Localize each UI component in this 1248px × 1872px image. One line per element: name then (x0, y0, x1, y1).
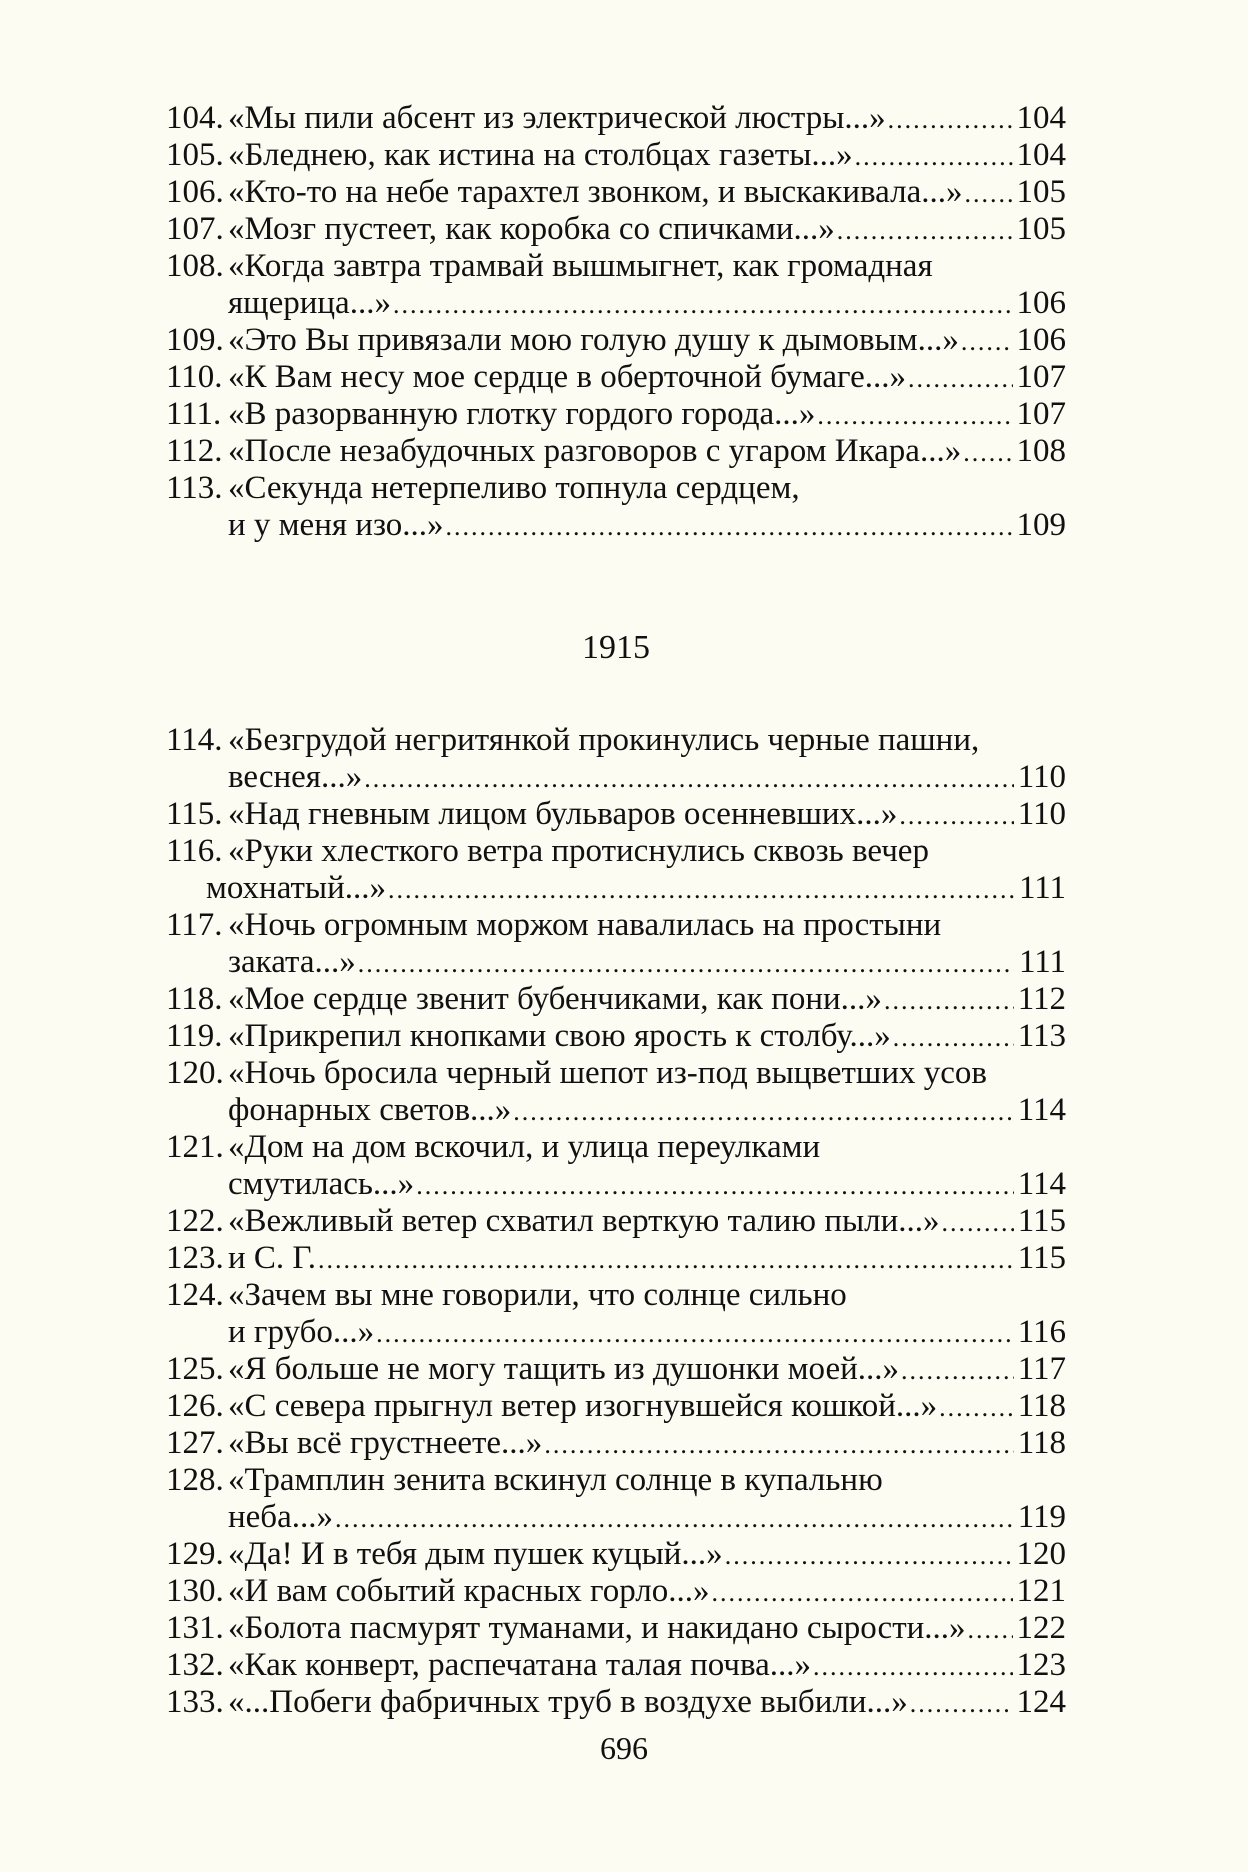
toc-entry (166, 100, 1066, 137)
entry-title: заката...» (228, 944, 356, 980)
dot-leader (837, 212, 1013, 249)
toc-entry-line (166, 1351, 1066, 1388)
entry-number: 119. (166, 1018, 223, 1054)
entry-page-number: 107 (1016, 359, 1066, 395)
toc-entry (166, 1277, 1066, 1351)
toc-entry (166, 1018, 1066, 1055)
toc-entry-line (166, 722, 1066, 759)
toc-entry (166, 174, 1066, 211)
entry-page-number: 108 (1016, 433, 1066, 469)
entry-number: 126. (166, 1388, 224, 1424)
entry-number: 129. (166, 1536, 224, 1572)
toc-entry-line (166, 470, 1066, 507)
entry-title: «Мозг пустеет, как коробка со спичками...» (228, 211, 835, 247)
entry-title: «Я больше не могу тащить из душонки моей...» (228, 1351, 900, 1387)
toc-entry (166, 833, 1066, 907)
entry-title: «Как конверт, распечатана талая почва...» (228, 1647, 812, 1683)
entry-title: «Кто-то на небе тарахтел звонком, и выскакивала...» (228, 174, 963, 210)
entry-page-number: 106 (1016, 322, 1066, 358)
toc-entry-line (166, 1647, 1066, 1684)
toc-entry-line (166, 507, 1066, 544)
entry-title: «Дом на дом вскочил, и улица переулками (228, 1129, 821, 1165)
entry-page-number: 115 (1017, 1203, 1066, 1239)
toc-section-1915 (166, 722, 1066, 1721)
entry-number: 132. (166, 1647, 224, 1683)
dot-leader (318, 1241, 1014, 1278)
toc-entry (166, 1240, 1066, 1277)
entry-number: 111. (166, 396, 222, 432)
toc-entry (166, 981, 1066, 1018)
entry-page-number: 124 (1016, 1684, 1066, 1720)
entry-number: 125. (166, 1351, 224, 1387)
entry-number: 127. (166, 1425, 224, 1461)
entry-page-number: 110 (1017, 759, 1066, 795)
entry-number: 104. (166, 100, 224, 136)
entry-title: и грубо...» (228, 1314, 375, 1350)
entry-page-number: 118 (1017, 1425, 1066, 1461)
toc-entry (166, 1129, 1066, 1203)
toc-entry-line (166, 907, 1066, 944)
toc-entry (166, 248, 1066, 322)
entry-number: 122. (166, 1203, 224, 1239)
toc-entry-line (166, 870, 1066, 907)
toc-entry-line (166, 396, 1066, 433)
entry-title: мохнатый...» (206, 870, 387, 906)
toc-entry-line (166, 1388, 1066, 1425)
toc-entry-line (166, 1055, 1066, 1092)
dot-leader (942, 1204, 1014, 1241)
dot-leader (335, 1500, 1014, 1537)
entry-page-number: 104 (1016, 100, 1066, 136)
entry-number: 109. (166, 322, 224, 358)
toc-entry (166, 1351, 1066, 1388)
toc-entry (166, 396, 1066, 433)
entry-page-number: 115 (1017, 1240, 1066, 1276)
entry-page-number: 121 (1016, 1573, 1066, 1609)
entry-number: 124. (166, 1277, 224, 1313)
dot-leader (446, 508, 1013, 545)
entry-page-number: 104 (1016, 137, 1066, 173)
toc-entry (166, 1055, 1066, 1129)
toc-entry (166, 1462, 1066, 1536)
entry-page-number: 123 (1016, 1647, 1066, 1683)
entry-number: 117. (166, 907, 223, 943)
toc-entry-line (166, 137, 1066, 174)
entry-page-number: 105 (1016, 174, 1066, 210)
entry-title: «Мы пили абсент из электрической люстры...» (228, 100, 886, 136)
toc-entry (166, 1647, 1066, 1684)
entry-title: «Трамплин зенита вскинул солнце в купальню (228, 1462, 883, 1498)
year-heading: 1915 (582, 629, 650, 666)
entry-title: «Зачем вы мне говорили, что солнце сильно (228, 1277, 847, 1313)
dot-leader (893, 1019, 1014, 1056)
entry-page-number: 110 (1017, 796, 1066, 832)
entry-number: 131. (166, 1610, 224, 1646)
dot-leader (908, 360, 1012, 397)
dot-leader (513, 1093, 1013, 1130)
entry-title: веснея...» (228, 759, 363, 795)
entry-title: «В разорванную глотку гордого города...» (228, 396, 816, 432)
entry-page-number: 112 (1017, 981, 1066, 1017)
toc-entry (166, 470, 1066, 544)
entry-number: 121. (166, 1129, 224, 1165)
toc-entry-line (166, 1092, 1066, 1129)
entry-page-number: 114 (1017, 1092, 1066, 1128)
toc-entry-line (166, 359, 1066, 396)
entry-number: 110. (166, 359, 223, 395)
entry-title: «После незабудочных разговоров с угаром Икара...» (228, 433, 962, 469)
entry-number: 106. (166, 174, 224, 210)
toc-entry-line (166, 1536, 1066, 1573)
toc-page (166, 100, 1066, 1721)
toc-entry (166, 1573, 1066, 1610)
toc-entry-line (166, 1203, 1066, 1240)
entry-page-number: 114 (1017, 1166, 1066, 1202)
entry-number: 118. (166, 981, 223, 1017)
dot-leader (393, 286, 1013, 323)
toc-entry-line (166, 1610, 1066, 1647)
dot-leader (725, 1537, 1013, 1574)
toc-entry-line (166, 981, 1066, 1018)
toc-entry-line (166, 1684, 1066, 1721)
toc-entry (166, 359, 1066, 396)
toc-entry-line (166, 833, 1066, 870)
entry-title: «Бледнею, как истина на столбцах газеты...» (228, 137, 853, 173)
toc-entry (166, 1425, 1066, 1462)
entry-title: «Над гневным лицом бульваров осенневших...» (228, 796, 898, 832)
entry-title: «Безгрудой негритянкой прокинулись черные пашни, (228, 722, 980, 758)
entry-title: неба...» (228, 1499, 333, 1535)
toc-entry-line (166, 433, 1066, 470)
entry-page-number: 119 (1017, 1499, 1066, 1535)
entry-title: «Когда завтра трамвай вышмыгнет, как громадная (228, 248, 933, 284)
entry-number: 130. (166, 1573, 224, 1609)
dot-leader (910, 1685, 1013, 1722)
toc-entry-line (166, 1240, 1066, 1277)
toc-entry-line (166, 1129, 1066, 1166)
entry-page-number: 113 (1017, 1018, 1066, 1054)
toc-entry-line (166, 322, 1066, 359)
dot-leader (968, 1611, 1013, 1648)
entry-number: 107. (166, 211, 224, 247)
entry-title: «И вам событий красных горло...» (228, 1573, 710, 1609)
entry-title: «Мое сердце звенит бубенчиками, как пони...» (228, 981, 882, 1017)
toc-entry-line (166, 796, 1066, 833)
dot-leader (884, 982, 1014, 1019)
toc-entry-line (166, 1462, 1066, 1499)
dot-leader (817, 397, 1012, 434)
entry-number: 113. (166, 470, 223, 506)
toc-entry (166, 1536, 1066, 1573)
dot-leader (376, 1315, 1014, 1352)
entry-page-number: 109 (1016, 507, 1066, 543)
toc-entry (166, 433, 1066, 470)
toc-entry-line (166, 285, 1066, 322)
dot-leader (416, 1167, 1014, 1204)
entry-title: «Ночь бросила черный шепот из-под выцветших усов (228, 1055, 987, 1091)
entry-title: «С севера прыгнул ветер изогнувшейся кошкой...» (228, 1388, 938, 1424)
toc-section-1914 (166, 100, 1066, 544)
entry-title: ящерица...» (228, 285, 391, 321)
entry-page-number: 105 (1016, 211, 1066, 247)
entry-title: «Прикрепил кнопками свою ярость к столбу...» (228, 1018, 891, 1054)
entry-page-number: 111 (1018, 944, 1066, 980)
dot-leader (358, 945, 1014, 982)
dot-leader (544, 1426, 1013, 1463)
entry-title: и С. Г. (228, 1240, 317, 1276)
entry-number: 114. (166, 722, 223, 758)
entry-title: «Вы всё грустнеете...» (228, 1425, 543, 1461)
entry-title: «Это Вы привязали мою голую душу к дымовым...» (228, 322, 959, 358)
toc-entry (166, 1684, 1066, 1721)
entry-number: 133. (166, 1684, 224, 1720)
toc-entry-line (166, 174, 1066, 211)
toc-entry-line (166, 1018, 1066, 1055)
entry-title: и у меня изо...» (228, 507, 444, 543)
entry-page-number: 120 (1016, 1536, 1066, 1572)
dot-leader (939, 1389, 1014, 1426)
entry-title: «Руки хлесткого ветра протиснулись сквозь вечер (228, 833, 929, 869)
entry-number: 128. (166, 1462, 224, 1498)
toc-entry-line (166, 1425, 1066, 1462)
toc-entry (166, 1388, 1066, 1425)
dot-leader (963, 434, 1012, 471)
toc-entry (166, 907, 1066, 981)
toc-entry (166, 322, 1066, 359)
entry-number: 120. (166, 1055, 224, 1091)
toc-entry-line (166, 1573, 1066, 1610)
toc-entry-line (166, 1314, 1066, 1351)
entry-title: фонарных светов...» (228, 1092, 512, 1128)
toc-entry-line (166, 100, 1066, 137)
dot-leader (961, 323, 1013, 360)
entry-number: 108. (166, 248, 224, 284)
dot-leader (388, 871, 1014, 908)
toc-entry (166, 211, 1066, 248)
dot-leader (888, 101, 1013, 138)
entry-title: «Ночь огромным моржом навалилась на простыни (228, 907, 942, 943)
entry-title: «К Вам несу мое сердце в оберточной бумаге...» (228, 359, 907, 395)
dot-leader (899, 797, 1013, 834)
toc-entry (166, 1203, 1066, 1240)
entry-number: 123. (166, 1240, 224, 1276)
entry-page-number: 107 (1016, 396, 1066, 432)
entry-page-number: 117 (1017, 1351, 1066, 1387)
entry-title: смутилась...» (228, 1166, 415, 1202)
entry-number: 115. (166, 796, 223, 832)
entry-title: «Секунда нетерпеливо топнула сердцем, (228, 470, 800, 506)
toc-entry (166, 722, 1066, 796)
dot-leader (813, 1648, 1012, 1685)
toc-entry-line (166, 759, 1066, 796)
entry-number: 116. (166, 833, 223, 869)
toc-entry (166, 1610, 1066, 1647)
toc-entry (166, 796, 1066, 833)
dot-leader (364, 760, 1013, 797)
toc-entry-line (166, 248, 1066, 285)
toc-entry-line (166, 211, 1066, 248)
entry-title: «Вежливый ветер схватил верткую талию пыли...» (228, 1203, 940, 1239)
toc-entry-line (166, 1499, 1066, 1536)
dot-leader (712, 1574, 1013, 1611)
dot-leader (964, 175, 1012, 212)
entry-page-number: 111 (1018, 870, 1066, 906)
entry-number: 105. (166, 137, 224, 173)
page-number: 696 (600, 1730, 648, 1766)
entry-title: «Да! И в тебя дым пушек куцый...» (228, 1536, 723, 1572)
toc-entry (166, 137, 1066, 174)
entry-page-number: 118 (1017, 1388, 1066, 1424)
entry-page-number: 122 (1016, 1610, 1066, 1646)
dot-leader (901, 1352, 1014, 1389)
toc-entry-line (166, 944, 1066, 981)
entry-title: «...Побеги фабричных труб в воздухе выбили...» (228, 1684, 908, 1720)
toc-entry-line (166, 1166, 1066, 1203)
dot-leader (855, 138, 1013, 175)
entry-number: 112. (166, 433, 223, 469)
entry-page-number: 106 (1016, 285, 1066, 321)
entry-page-number: 116 (1017, 1314, 1066, 1350)
entry-title: «Болота пасмурят туманами, и накидано сырости...» (228, 1610, 966, 1646)
toc-entry-line (166, 1277, 1066, 1314)
